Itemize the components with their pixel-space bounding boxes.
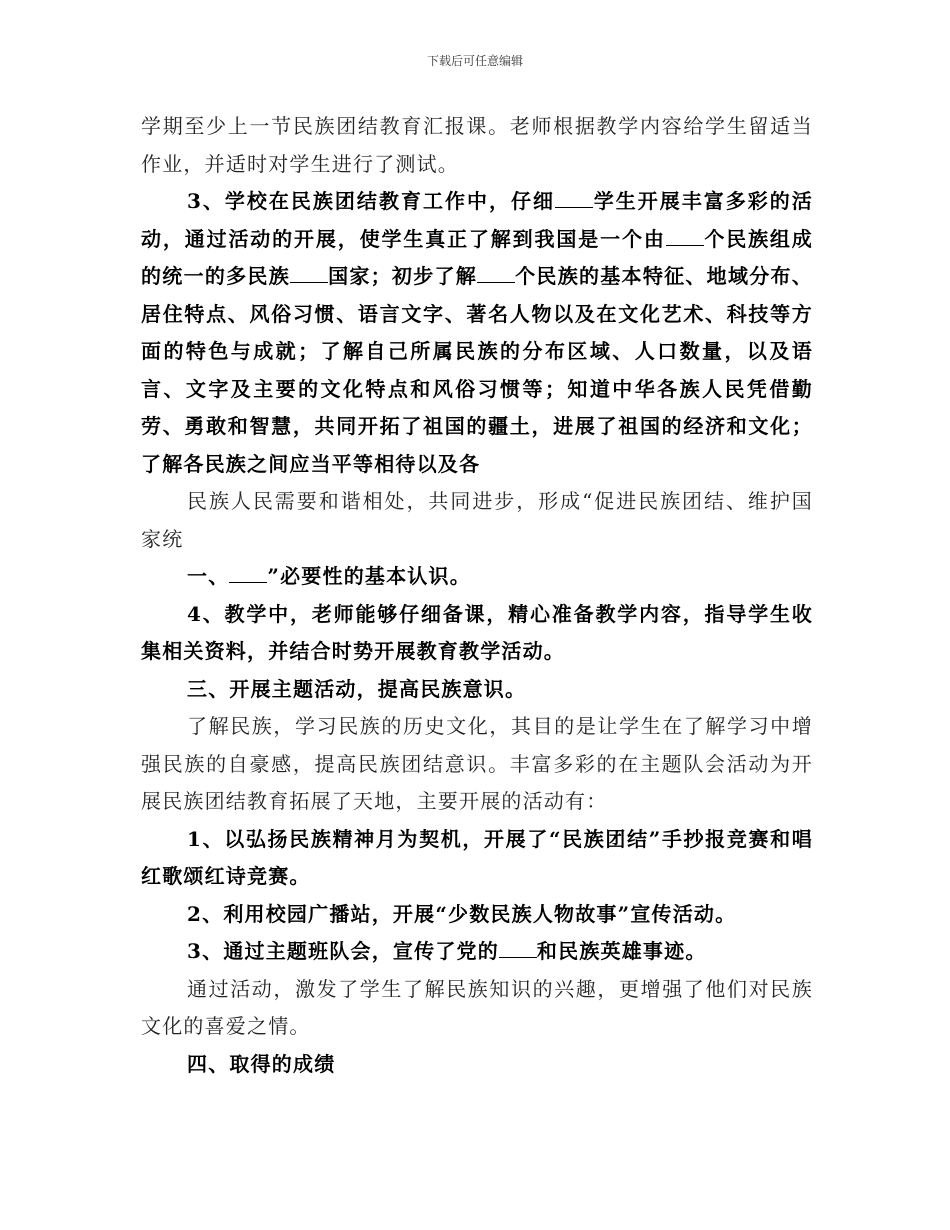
paragraph-text: 3、通过主题班队会，宣传了党的 (187, 939, 499, 963)
paragraph-outcome: 通过活动，激发了学生了解民族知识的兴趣，更增强了他们对民族文化的喜爱之情。 (141, 976, 813, 1038)
paragraph-awareness (141, 558, 813, 596)
activity-item-2: 2、利用校园广播站，开展“少数民族人物故事”宣传活动。 (187, 901, 737, 926)
paragraph-text: 个民族组成的统一的多民族 (141, 226, 813, 288)
paragraph-text: 个民族的基本特征、地域分布、居住特点、风俗习惯、语言文字、著名人物以及在文化艺术、科技等方面的特色与成就；了解自己所属民族的分布区域、人口数量，以及语言、文字及主要的文化特点和风俗习惯等；知道中华各族人民凭借勤劳、勇敢和智慧，共同开拓了祖国的疆土，进展了祖国的经济和文化；了解各民族之间应当平等相待以及各 (141, 264, 813, 476)
activity-item-3 (141, 933, 813, 971)
paragraph-item-3 (141, 183, 813, 483)
fill-blank (555, 189, 593, 208)
page-header: 下载后可任意编辑 (426, 54, 523, 68)
paragraph-intro: 学期至少上一节民族团结教育汇报课。老师根据教学内容给学生留适当作业，并适时对学生进行了测试。 (141, 114, 813, 176)
fill-blank (666, 227, 704, 246)
paragraph-activities-intro: 了解民族，学习民族的历史文化，其目的是让学生在了解学习中增强民族的自豪感，提高民族团结意识。丰富多彩的在主题队会活动为开展民族团结教育拓展了天地，主要开展的活动有： (141, 714, 813, 813)
fill-blank (477, 264, 515, 283)
paragraph-text: 一、 (187, 564, 230, 588)
fill-blank (290, 264, 328, 283)
document-body (141, 108, 813, 1083)
section-heading-4: 四、取得的成绩 (187, 1051, 336, 1076)
paragraph-text: 国家；初步了解 (327, 264, 478, 288)
activity-item-1: 1、以弘扬民族精神月为契机，开展了“民族团结”手抄报竞赛和唱红歌颂红诗竞赛。 (141, 826, 813, 888)
section-heading-3: 三、开展主题活动，提高民族意识。 (187, 676, 527, 701)
paragraph-text: 和民族英雄事迹。 (536, 939, 707, 963)
paragraph-text: 学生开展丰富多彩的活动，通过活动的开展，使学生真正了解到我国是一个由 (141, 189, 813, 251)
paragraph-text: ”必要性的基本认识。 (267, 564, 471, 588)
paragraph-harmony: 民族人民需要和谐相处，共同进步，形成“促进民族团结、维护国家统 (141, 489, 813, 551)
fill-blank (499, 939, 537, 958)
paragraph-text: 3、学校在民族团结教育工作中，仔细 (187, 189, 555, 213)
paragraph-item-4: 4、教学中，老师能够仔细备课，精心准备教学内容，指导学生收集相关资料，并结合时势开展教育教学活动。 (141, 601, 813, 663)
fill-blank (229, 564, 267, 583)
